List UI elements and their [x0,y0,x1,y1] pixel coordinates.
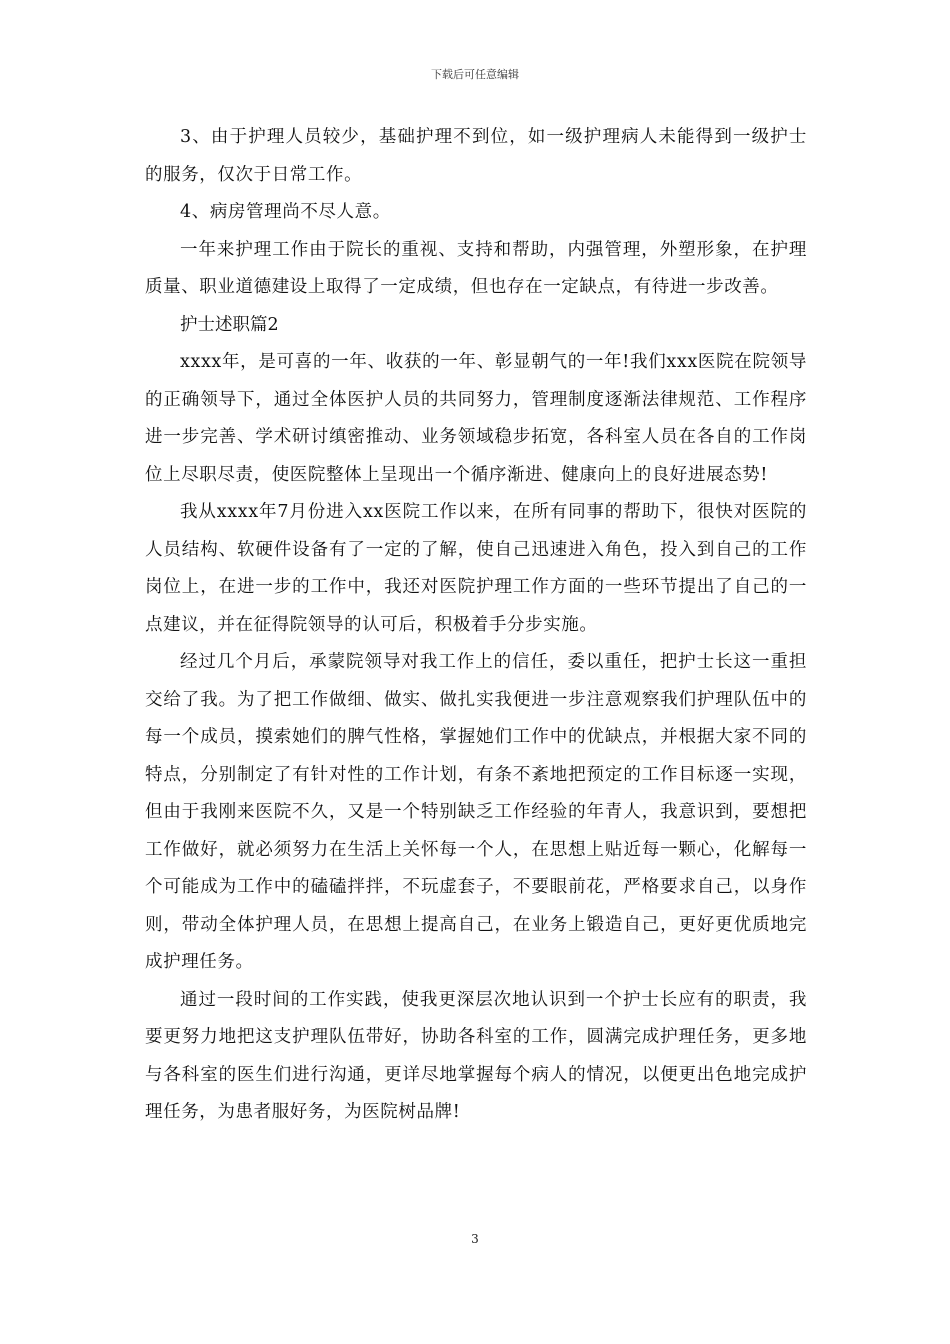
page-number: 3 [471,1232,479,1246]
paragraph-responsibility: 经过几个月后，承蒙院领导对我工作上的信任，委以重任，把护士长这一重担交给了我。为了把工作做细、做实、做扎实我便进一步注意观察我们护理队伍中的每一个成员，摸索她们的脾气性格，掌握她们工作中的优缺点，并根据大家不同的特点，分别制定了有针对性的工作计划，有条不紊地把预定的工作目标逐一实现，但由于我刚来医院不久，又是一个特别缺乏工作经验的年青人，我意识到，要想把工作做好，就必须努力在生活上关怀每一个人，在思想上贴近每一颗心，化解每一个可能成为工作中的磕磕拌拌，不玩虚套子，不要眼前花，严格要求自己，以身作则，带动全体护理人员，在思想上提高自己，在业务上锻造自己，更好更优质地完成护理任务。 [145,652,807,972]
paragraph-item-3: 3、由于护理人员较少，基础护理不到位，如一级护理病人未能得到一级护士的服务，仅次于日常工作。 [145,127,807,185]
paragraph-item-4: 4、病房管理尚不尽人意。 [180,202,391,222]
paragraph-intro: xxxx年，是可喜的一年、收获的一年、彰显朝气的一年!我们xxx医院在院领导的正确领导下，通过全体医护人员的共同努力，管理制度逐渐法律规范、工作程序进一步完善、学术研讨缜密推动、业务领域稳步拓宽，各科室人员在各自的工作岗位上尽职尽责，使医院整体上呈现出一个循序渐进、健康向上的良好进展态势! [145,352,807,485]
paragraph-conclusion: 通过一段时间的工作实践，使我更深层次地认识到一个护士长应有的职责，我要更努力地把这支护理队伍带好，协助各科室的工作，圆满完成护理任务，更多地与各科室的医生们进行沟通，更详尽地掌握每个病人的情况，以便更出色地完成护理任务，为患者服好务，为医院树品牌! [145,989,807,1122]
paragraph-background: 我从xxxx年7月份进入xx医院工作以来，在所有同事的帮助下，很快对医院的人员结构、软硬件设备有了一定的了解，使自己迅速进入角色，投入到自己的工作岗位上，在进一步的工作中，我还对医院护理工作方面的一些环节提出了自己的一点建议，并在征得院领导的认可后，积极着手分步实施。 [145,502,807,635]
page-header: 下载后可任意编辑 [431,68,519,81]
paragraph-summary: 一年来护理工作由于院长的重视、支持和帮助，内强管理，外塑形象，在护理质量、职业道德建设上取得了一定成绩，但也存在一定缺点，有待进一步改善。 [145,239,807,297]
document-body [145,119,807,1132]
section-heading: 护士述职篇2 [180,314,279,335]
